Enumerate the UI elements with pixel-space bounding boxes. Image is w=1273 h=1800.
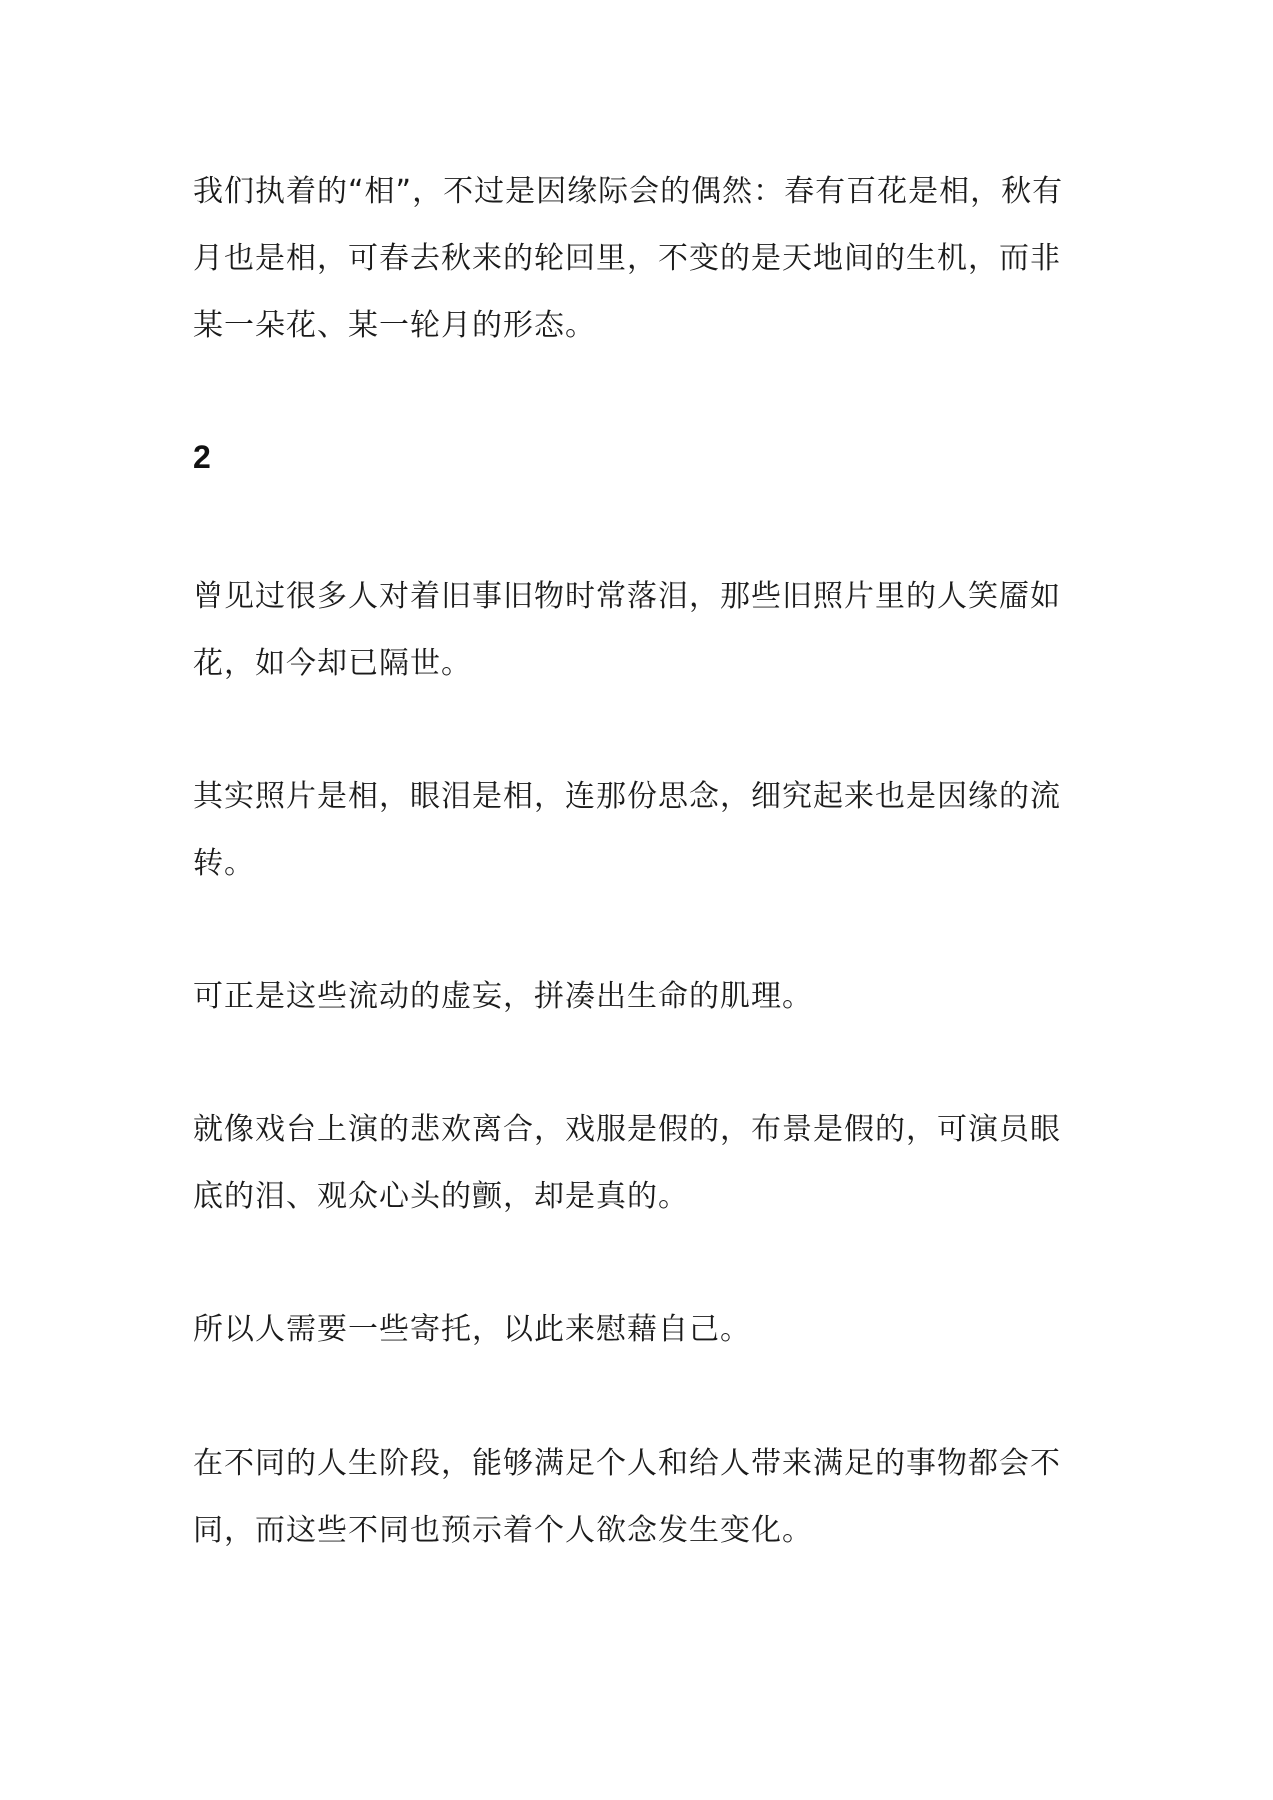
paragraph-solace <box>193 1296 1093 1363</box>
paragraph-stage-play <box>193 1096 1093 1230</box>
text-line: 就像戏台上演的悲欢离合，戏服是假的，布景是假的，可演员眼 <box>193 1112 1061 1147</box>
text-line: 同，而这些不同也预示着个人欲念发生变化。 <box>193 1513 813 1548</box>
text-line: 所以人需要一些寄托，以此来慰藉自己。 <box>193 1312 751 1347</box>
section-number: 2 <box>193 439 211 475</box>
text-line: 曾见过很多人对着旧事旧物时常落泪，那些旧照片里的人笑靥如 <box>193 579 1061 614</box>
text-line: 转。 <box>193 846 255 881</box>
text-line: 可正是这些流动的虚妄，拼凑出生命的肌理。 <box>193 979 813 1014</box>
paragraph-life-stages <box>193 1430 1093 1564</box>
paragraph-flowing-illusion <box>193 963 1093 1030</box>
text-line: 月也是相，可春去秋来的轮回里，不变的是天地间的生机，而非 <box>193 241 1061 276</box>
text-line: 我们执着的“相”，不过是因缘际会的偶然：春有百花是相，秋有 <box>193 174 1064 209</box>
paragraph-old-photos <box>193 563 1093 697</box>
text-line: 花，如今却已隔世。 <box>193 646 472 681</box>
paragraph-intro <box>193 158 1093 359</box>
paragraph-photos-tears <box>193 763 1093 897</box>
text-line: 某一朵花、某一轮月的形态。 <box>193 308 596 343</box>
text-line: 底的泪、观众心头的颤，却是真的。 <box>193 1179 689 1214</box>
text-line: 在不同的人生阶段，能够满足个人和给人带来满足的事物都会不 <box>193 1446 1061 1481</box>
text-line: 其实照片是相，眼泪是相，连那份思念，细究起来也是因缘的流 <box>193 779 1061 814</box>
